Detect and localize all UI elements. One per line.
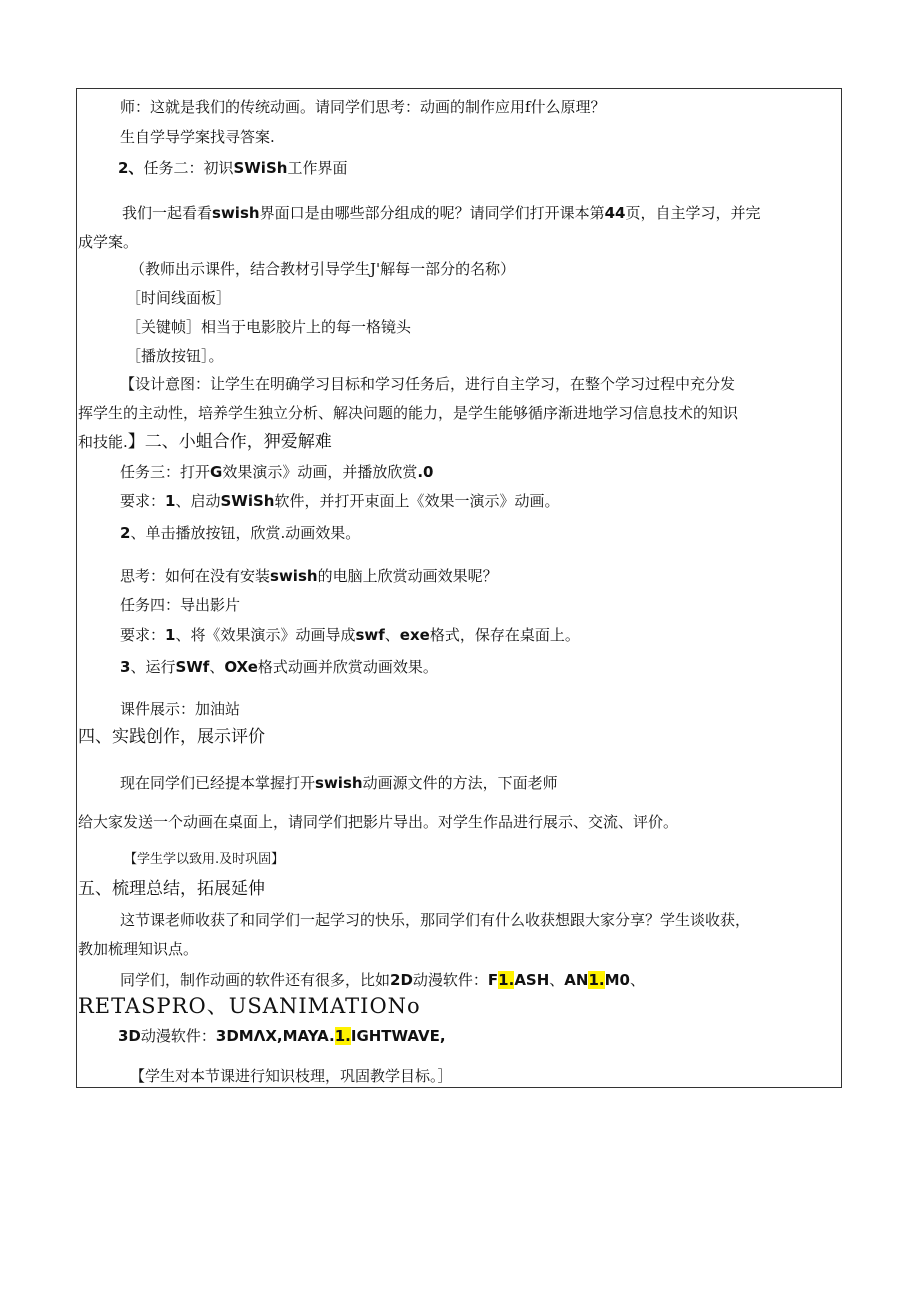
task-two-heading: 2、任务二：初识SWiSh工作界面 (118, 159, 348, 177)
software-3d-list: 3D动漫软件：3DMΛX,MAYA.1.IGHTWAVE, (118, 1027, 446, 1045)
task-four-req-1: 要求：1、将《效果演示》动画导成swf、exe格式，保存在桌面上。 (120, 626, 580, 644)
section-five-heading: 五、梳理总结，拓展延伸 (78, 879, 265, 899)
dialogue-teacher-question: 师：这就是我们的传统动画。请同学们思考：动画的制作应用f什么原理？ (120, 98, 606, 116)
paragraph-interface-cont: 成学案。 (78, 233, 139, 251)
courseware-display: 课件展示：加油站 (120, 700, 241, 718)
student-apply-note: 【学生学以致用.及时巩固】 (124, 852, 285, 867)
summary-paragraph-1: 这节课老师收获了和同学们一起学习的快乐，那同学们有什么收获想跟大家分享？学生谈收获， (120, 911, 751, 929)
task-three-req-1: 要求：1、启动SWiSh软件，并打开束面上《效果一演示》动画。 (120, 492, 560, 510)
section-four-heading: 四、实践创作，展示评价 (78, 727, 265, 747)
content-table-frame (76, 88, 842, 1088)
summary-paragraph-2: 教加梳理知识点。 (78, 940, 199, 958)
term-play-button: ［播放按钮］。 (126, 347, 224, 365)
term-timeline-panel: ［时间线面板］ (126, 289, 232, 307)
task-four: 任务四：导出影片 (120, 596, 241, 614)
software-2d-list: 同学们，制作动画的软件还有很多，比如2D动漫软件：F1.ASH、AN1.M0、 (120, 971, 645, 989)
design-intent-1: 【设计意图：让学生在明确学习目标和学习任务后，进行自主学习，在整个学习过程中充分发 (120, 375, 736, 393)
knowledge-review-note: 【学生对本节课进行知识枝理，巩固教学目标。］ (130, 1067, 453, 1085)
task-four-req-3: 3、运行SWf、OXe格式动画并欣赏动画效果。 (120, 658, 438, 676)
design-intent-3: 和技能.】二、小蛆合作，狎爱解难 (78, 432, 332, 452)
task-three-req-2: 2、单击播放按钮，欣赏.动画效果。 (120, 524, 361, 542)
task-three: 任务三：打开G效果演示》动画，并播放欣赏.0 (120, 463, 434, 481)
teacher-note: （教师出示课件，结合教材引导学生J'解每一部分的名称） (130, 260, 516, 278)
paragraph-interface: 我们一起看看swish界面口是由哪些部分组成的呢？请同学们打开课本第44页，自主学习，并完 (122, 204, 761, 222)
design-intent-2: 挥学生的主动性，培养学生独立分析、解决问题的能力，是学生能够循序渐进地学习信息技术的知识 (78, 404, 739, 422)
dialogue-student-answer: 生自学导学案找寻答案. (120, 128, 275, 146)
practice-paragraph-1: 现在同学们已经提本掌握打开swish动画源文件的方法，下面老师 (120, 774, 558, 792)
think-question: 思考：如何在没有安装swish的电脑上欣赏动画效果呢？ (120, 567, 498, 585)
term-keyframe: ［关键帧］相当于电影胶片上的每一格镜头 (126, 318, 412, 336)
practice-paragraph-2: 给大家发送一个动画在桌面上，请同学们把影片导出。对学生作品进行展示、交流、评价。 (78, 813, 679, 831)
software-2d-list-cont: RETASPRO、USANIMATIONo (78, 994, 421, 1018)
